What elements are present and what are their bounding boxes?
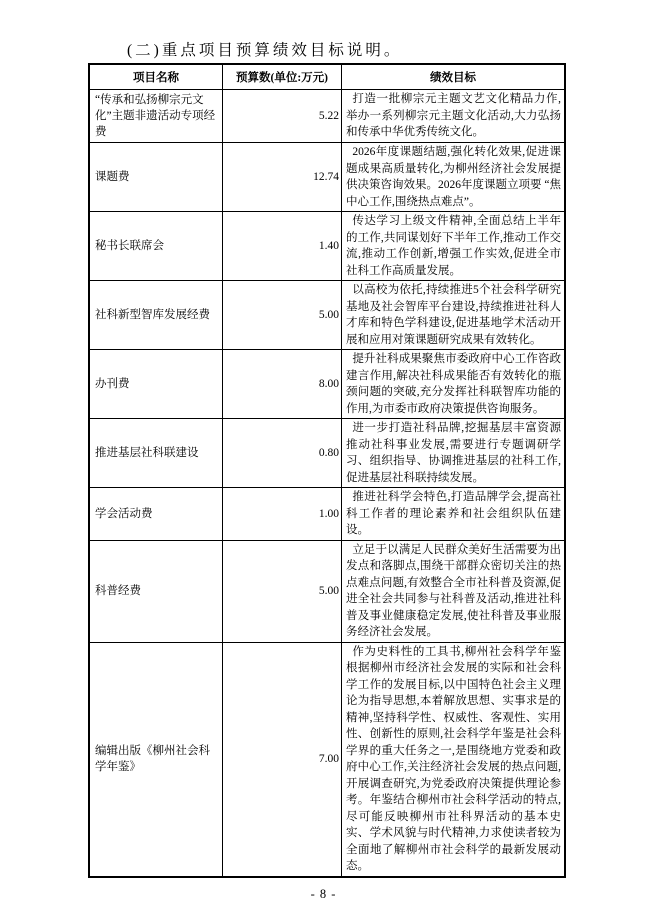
goal-cell: 立足于以满足人民群众美好生活需要为出发点和落脚点,围绕干部群众密切关注的热点难点问题,有效整合全市社科普及资源,促进全社会共同参与社科普及活动,推进社科普及事业健康稳定发展,使社科普及事业服务经济社会发展。	[342, 540, 566, 642]
table-row	[89, 488, 565, 541]
project-name-cell: 课题费	[89, 143, 223, 212]
header-performance-goal: 绩效目标	[342, 64, 566, 90]
header-budget: 预算数(单位:万元)	[223, 64, 342, 90]
budget-table	[88, 63, 566, 878]
budget-cell: 8.00	[223, 350, 342, 419]
budget-cell: 1.40	[223, 212, 342, 281]
table-header-row	[89, 64, 565, 90]
project-name-cell: 科普经费	[89, 540, 223, 642]
table-row	[89, 419, 565, 488]
table-row	[89, 212, 565, 281]
goal-cell: 提升社科成果聚焦市委政府中心工作咨政建言作用,解决社科成果能否有效转化的瓶颈问题的突破,充分发挥社科联智库功能的作用,为市委市政府决策提供咨询服务。	[342, 350, 566, 419]
budget-cell: 0.80	[223, 419, 342, 488]
budget-cell: 1.00	[223, 488, 342, 541]
project-name-cell: 秘书长联席会	[89, 212, 223, 281]
table-row	[89, 281, 565, 350]
header-project-name: 项目名称	[89, 64, 223, 90]
project-name-cell: 学会活动费	[89, 488, 223, 541]
budget-cell: 5.00	[223, 281, 342, 350]
table-row	[89, 350, 565, 419]
page-number: - 8 -	[310, 887, 337, 901]
budget-cell: 7.00	[223, 642, 342, 877]
table-row	[89, 143, 565, 212]
table-row	[89, 90, 565, 143]
goal-cell: 传达学习上级文件精神,全面总结上半年的工作,共同谋划好下半年工作,推动工作交流,推动工作创新,增强工作实效,促进全市社科工作高质量发展。	[342, 212, 566, 281]
project-name-cell: 推进基层社科联建设	[89, 419, 223, 488]
table-body	[89, 90, 565, 877]
budget-cell: 12.74	[223, 143, 342, 212]
table-row	[89, 642, 565, 877]
section-heading: (二)重点项目预算绩效目标说明。	[127, 42, 403, 59]
goal-cell: 打造一批柳宗元主题文艺文化精品力作,举办一系列柳宗元主题文化活动,大力弘扬和传承中华优秀传统文化。	[342, 90, 566, 143]
goal-cell: 作为史料性的工具书,柳州社会科学年鉴根据柳州市经济社会发展的实际和社会科学工作的发展目标,以中国特色社会主义理论为指导思想,本着解放思想、实事求是的精神,坚持科学性、权威性、客观性、实用性、创新性的原则,社会科学年鉴是社会科学界的重大任务之一,是围绕地方党委和政府中心工作,关注经济社会发展的热点问题,开展调查研究,为党委政府决策提供理论参考。年鉴结合柳州市社会科学活动的特点,尽可能反映柳州市社科界活动的基本史实、学术风貌与时代精神,力求使读者较为全面地了解柳州市社会科学的最新发展动态。	[342, 642, 566, 877]
goal-cell: 推进社科学会特色,打造品牌学会,提高社科工作者的理论素养和社会组织队伍建设。	[342, 488, 566, 541]
project-name-cell: 编辑出版《柳州社会科学年鉴》	[89, 642, 223, 877]
project-name-cell: 社科新型智库发展经费	[89, 281, 223, 350]
goal-cell: 进一步打造社科品牌,挖掘基层丰富资源推动社科事业发展,需要进行专题调研学习、组织指导、协调推进基层的社科工作,促进基层社科联持续发展。	[342, 419, 566, 488]
goal-cell: 2026年度课题结题,强化转化效果,促进课题成果高质量转化,为柳州经济社会发展提供决策咨询效果。2026年度课题立项要 “焦中心工作,围绕热点难点”。	[342, 143, 566, 212]
project-name-cell: “传承和弘扬柳宗元文化”主题非遗活动专项经费	[89, 90, 223, 143]
goal-cell: 以高校为依托,持续推进5个社会科学研究基地及社会智库平台建设,持续推进社科人才库和特色学科建设,促进基地学术活动开展和应用对策课题研究成果有效转化。	[342, 281, 566, 350]
table-row	[89, 540, 565, 642]
budget-cell: 5.00	[223, 540, 342, 642]
project-name-cell: 办刊费	[89, 350, 223, 419]
budget-cell: 5.22	[223, 90, 342, 143]
